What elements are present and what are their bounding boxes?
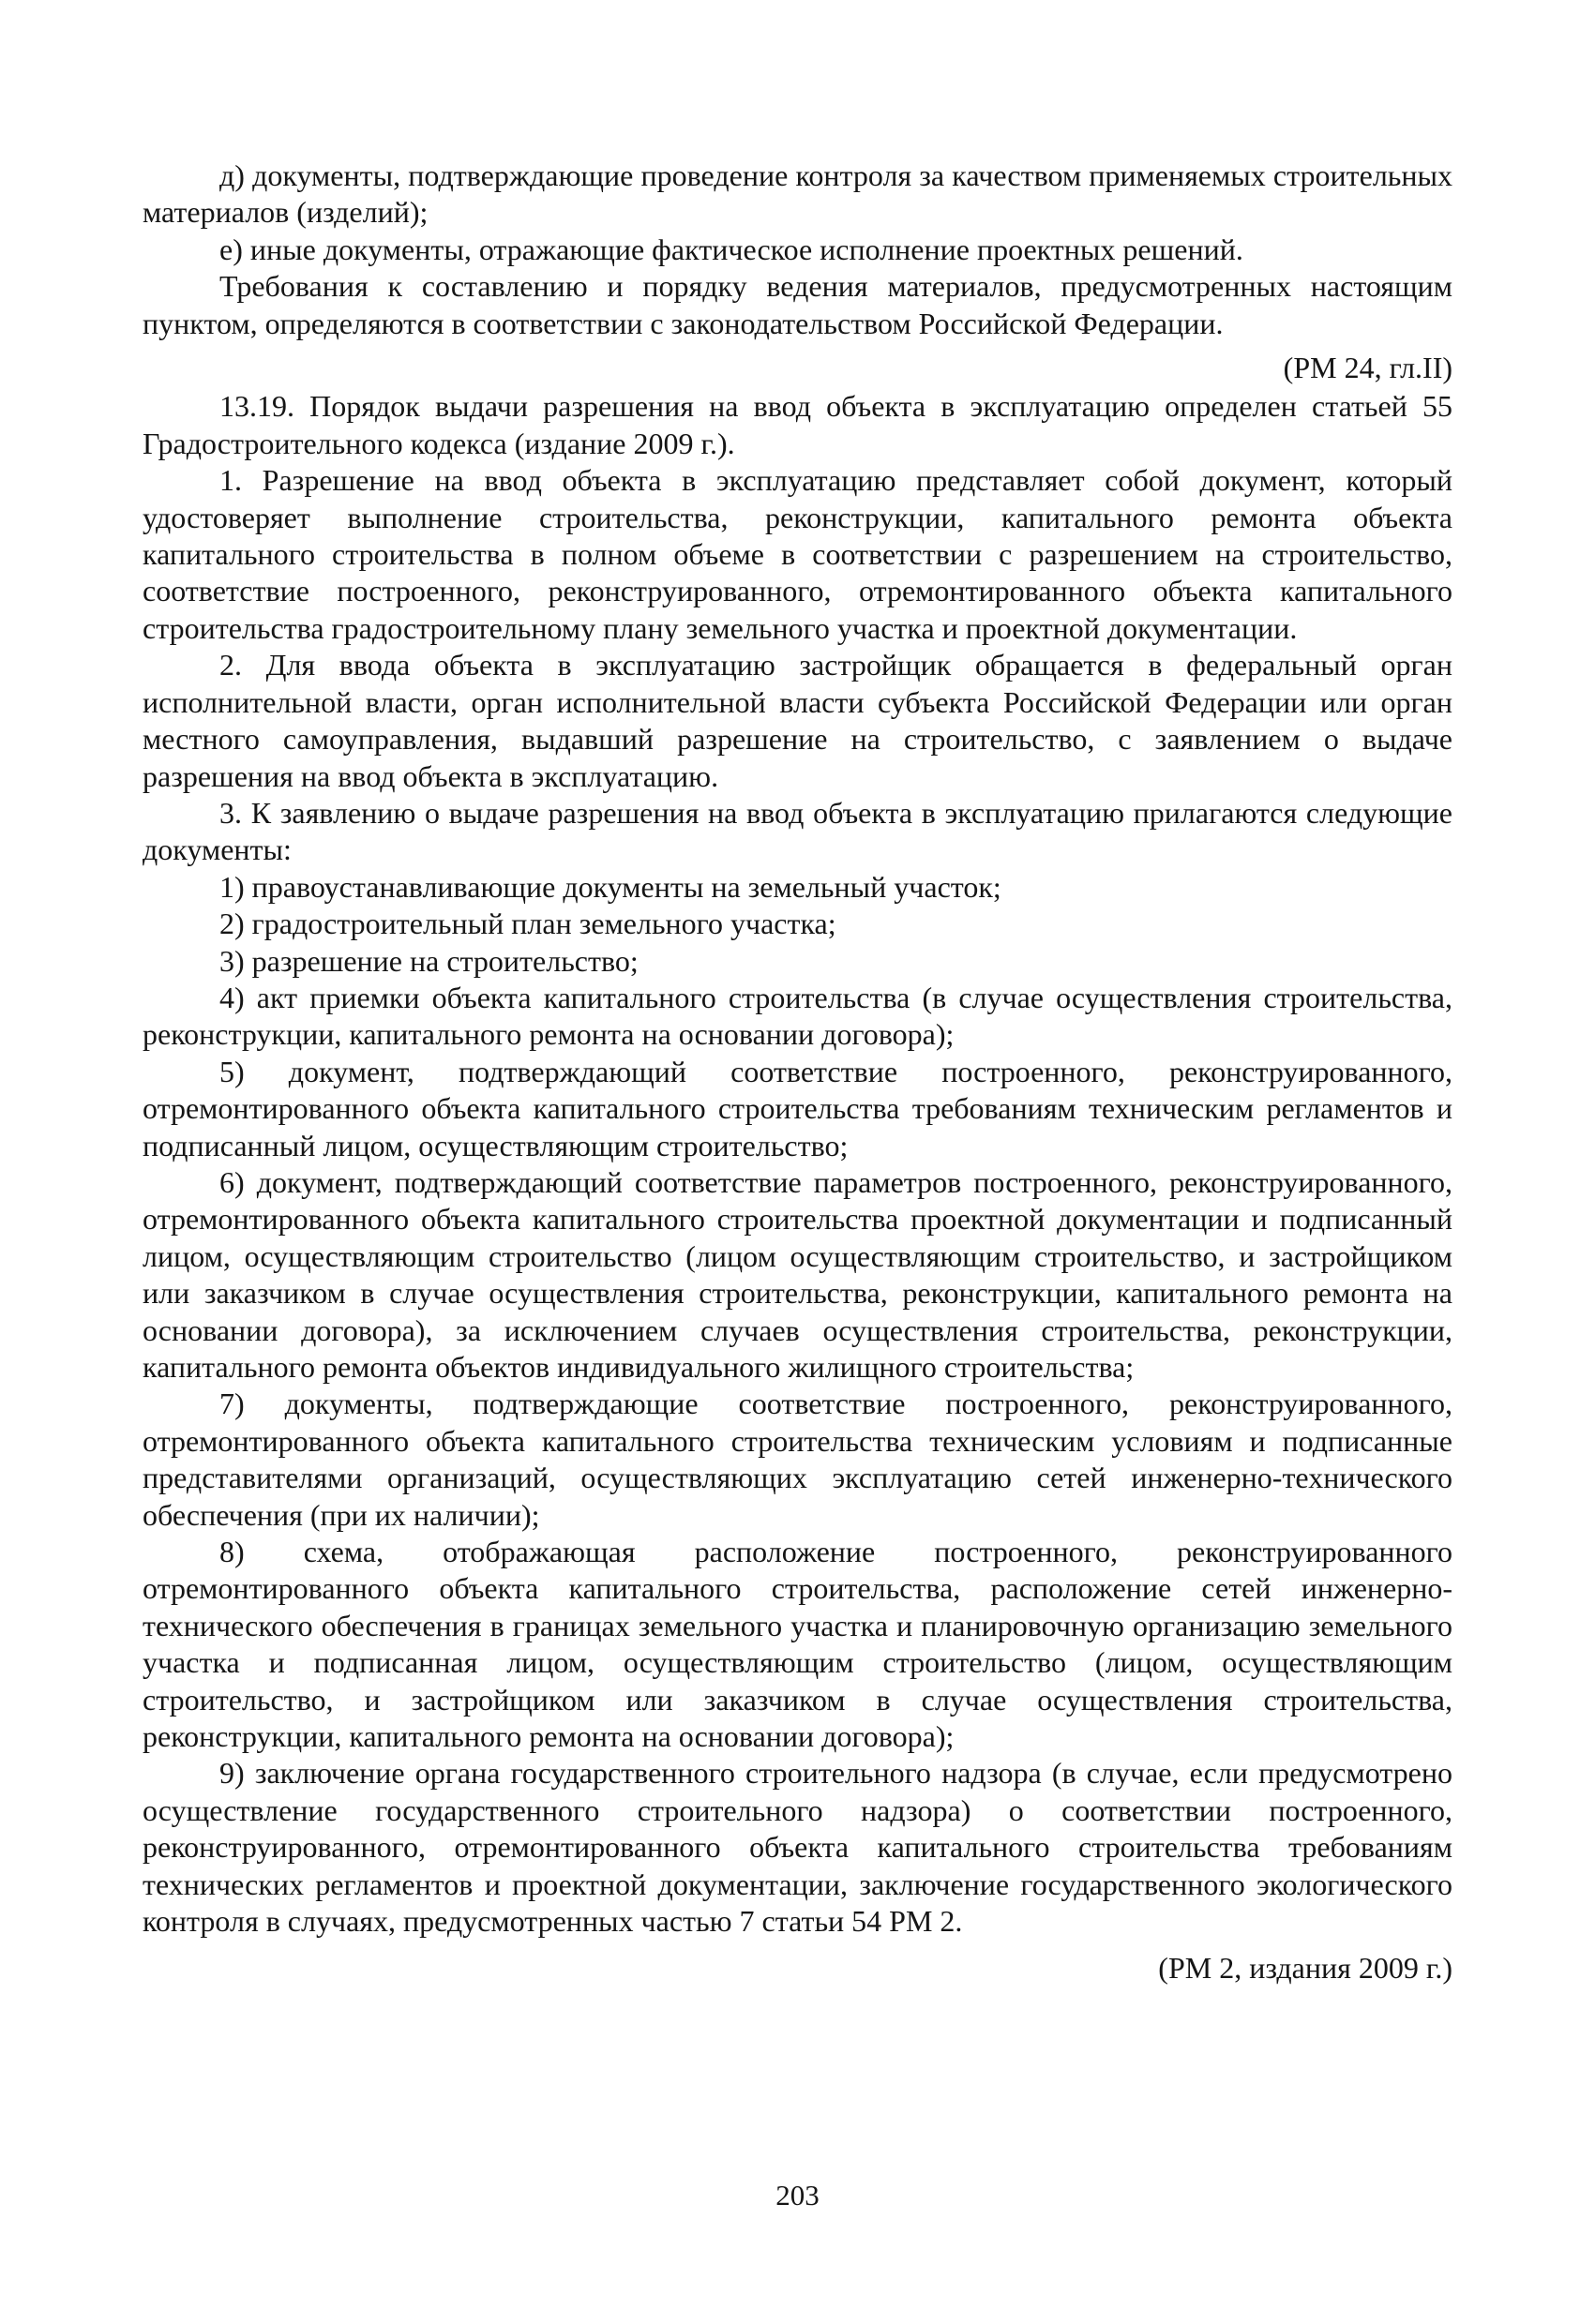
clause-3: 3. К заявлению о выдаче разрешения на ввод объекта в эксплуатацию прилагаются следующие документы: bbox=[143, 795, 1452, 867]
list-item-1: 1) правоустанавливающие документы на земельный участок; bbox=[219, 869, 1001, 904]
list-item-3: 3) разрешение на строительство; bbox=[219, 943, 639, 978]
list-item-9: 9) заключение органа государственного строительного надзора (в случае, если предусмотрено осуществление государственного строительного надзора) о соответствии построенного, реконструированного, отремонтированного объекта капитального строительства требованиям технических регламентов и проектной документации, заключение государственного экологического контроля в случаях, предусмотренных частью 7 статьи 54 РМ 2. bbox=[143, 1756, 1452, 1939]
section-heading-13-19: 13.19. Порядок выдачи разрешения на ввод объекта в эксплуатацию определен статьей 55 Градостроительного кодекса (издание 2009 г.). bbox=[143, 389, 1452, 460]
paragraph-item-d: д) документы, подтверждающие проведение контроля за качеством применяемых строительных материалов (изделий); bbox=[143, 158, 1452, 230]
list-item-6: 6) документ, подтверждающий соответствие параметров построенного, реконструированного, отремонтированного объекта капитального строительства проектной документации и подписанный лицом, осуществляющим строительство (лицом осуществляющим строительство, и застройщиком или заказчиком в случае осуществления строительства, реконструкции, капитального ремонта на основании договора), за исключением случаев осуществления строительства, реконструкции, капитального ремонта объектов индивидуального жилищного строительства; bbox=[143, 1164, 1452, 1384]
list-item-5: 5) документ, подтверждающий соответствие построенного, реконструированного, отремонтированного объекта капитального строительства требованиям техническим регламентов и подписанный лицом, осуществляющим строительство; bbox=[143, 1054, 1452, 1162]
reference-rm24: (РМ 24, гл.II) bbox=[1283, 351, 1452, 385]
paragraph-requirements: Требования к составлению и порядку ведения материалов, предусмотренных настоящим пунктом, определяются в соответствии с законодательством Российской Федерации. bbox=[143, 269, 1452, 340]
reference-rm2: (РМ 2, издания 2009 г.) bbox=[1158, 1950, 1452, 1985]
list-item-4: 4) акт приемки объекта капитального строительства (в случае осуществления строительства, реконструкции, капитального ремонта на основании договора); bbox=[143, 980, 1452, 1052]
paragraph-item-e: е) иные документы, отражающие фактическое исполнение проектных решений. bbox=[219, 232, 1243, 266]
list-item-8: 8) схема, отображающая расположение построенного, реконструированного отремонтированного объекта капитального строительства, расположение сетей инженерно-технического обеспечения в границах земельного участка и планировочную организацию земельного участка и подписанная лицом, осуществляющим строительство (лицом, осуществляющим строительство, и застройщиком или заказчиком в случае осуществления строительства, реконструкции, капитального ремонта на основании договора); bbox=[143, 1535, 1452, 1754]
clause-2: 2. Для ввода объекта в эксплуатацию застройщик обращается в федеральный орган исполнительной власти, орган исполнительной власти субъекта Российской Федерации или орган местного самоуправления, выдавший разрешение на строительство, с заявлением о выдаче разрешения на ввод объекта в эксплуатацию. bbox=[143, 648, 1452, 793]
page-number: 203 bbox=[775, 2179, 820, 2212]
list-item-7: 7) документы, подтверждающие соответствие построенного, реконструированного, отремонтированного объекта капитального строительства техническим условиям и подписанные представителями организаций, осуществляющих эксплуатацию сетей инженерно-технического обеспечения (при их наличии); bbox=[143, 1387, 1452, 1532]
clause-1: 1. Разрешение на ввод объекта в эксплуатацию представляет собой документ, который удостоверяет выполнение строительства, реконструкции, капитального ремонта объекта капитального строительства в полном объеме в соответствии с разрешением на строительство, соответствие построенного, реконструированного, отремонтированного объекта капитального строительства градостроительному плану земельного участка и проектной документации. bbox=[143, 463, 1452, 645]
list-item-2: 2) градостроительный план земельного участка; bbox=[219, 907, 836, 941]
